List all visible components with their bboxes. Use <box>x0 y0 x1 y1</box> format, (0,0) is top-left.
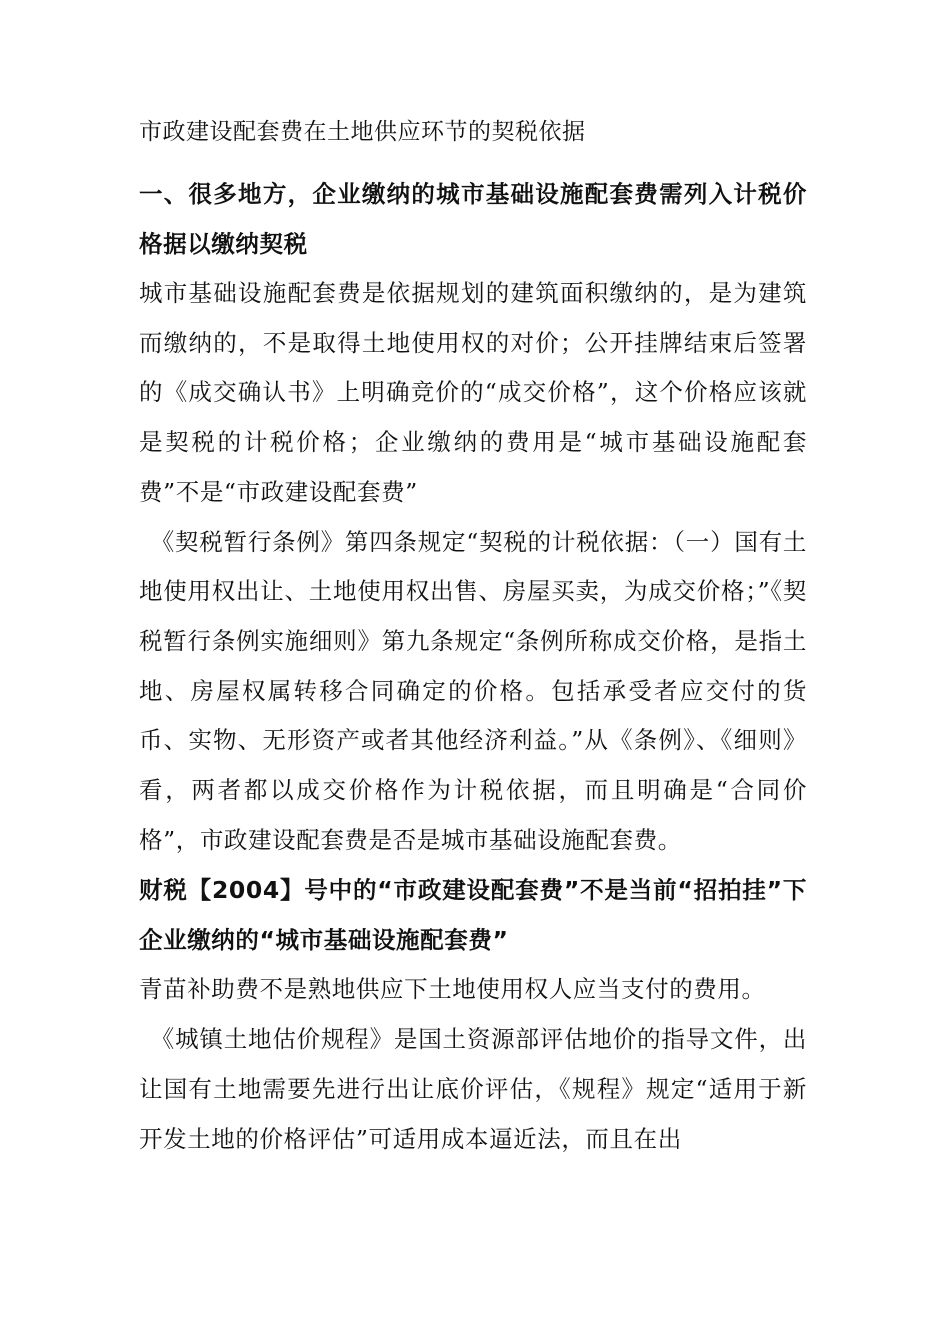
document-page <box>139 108 807 1164</box>
paragraph-2: 《契税暂行条例》第四条规定“契税的计税依据：（一）国有土地使用权出让、土地使用权出售、房屋买卖，为成交价格；”《契税暂行条例实施细则》第九条规定“条例所称成交价格，是指土地、房屋权属转移合同确定的价格。包括承受者应交付的货币、实物、无形资产或者其他经济利益。”从《条例》、《细则》看，两者都以成交价格作为计税依据，而且明确是“合同价格”，市政建设配套费是否是城市基础设施配套费。 <box>139 527 807 854</box>
title-spacer <box>139 157 807 169</box>
paragraph-1: 城市基础设施配套费是依据规划的建筑面积缴纳的，是为建筑而缴纳的，不是取得土地使用权的对价；公开挂牌结束后签署的《成交确认书》上明确竞价的“成交价格”，这个价格应该就是契税的计税价格；企业缴纳的费用是“城市基础设施配套费”不是“市政建设配套费” <box>139 279 807 506</box>
section-heading-1: 一、很多地方，企业缴纳的城市基础设施配套费需列入计税价格据以缴纳契税 <box>139 180 807 258</box>
paragraph-4: 《城镇土地估价规程》是国土资源部评估地价的指导文件，出让国有土地需要先进行出让底价评估，《规程》规定“适用于新开发土地的价格评估”可适用成本逼近法，而且在出 <box>139 1025 807 1153</box>
document-title: 市政建设配套费在土地供应环节的契税依据 <box>139 119 586 145</box>
paragraph-3: 青苗补助费不是熟地供应下土地使用权人应当支付的费用。 <box>139 975 766 1004</box>
section-heading-2: 财税【2004】号中的“市政建设配套费”不是当前“招拍挂”下企业缴纳的“城市基础设施配套费” <box>139 876 807 955</box>
